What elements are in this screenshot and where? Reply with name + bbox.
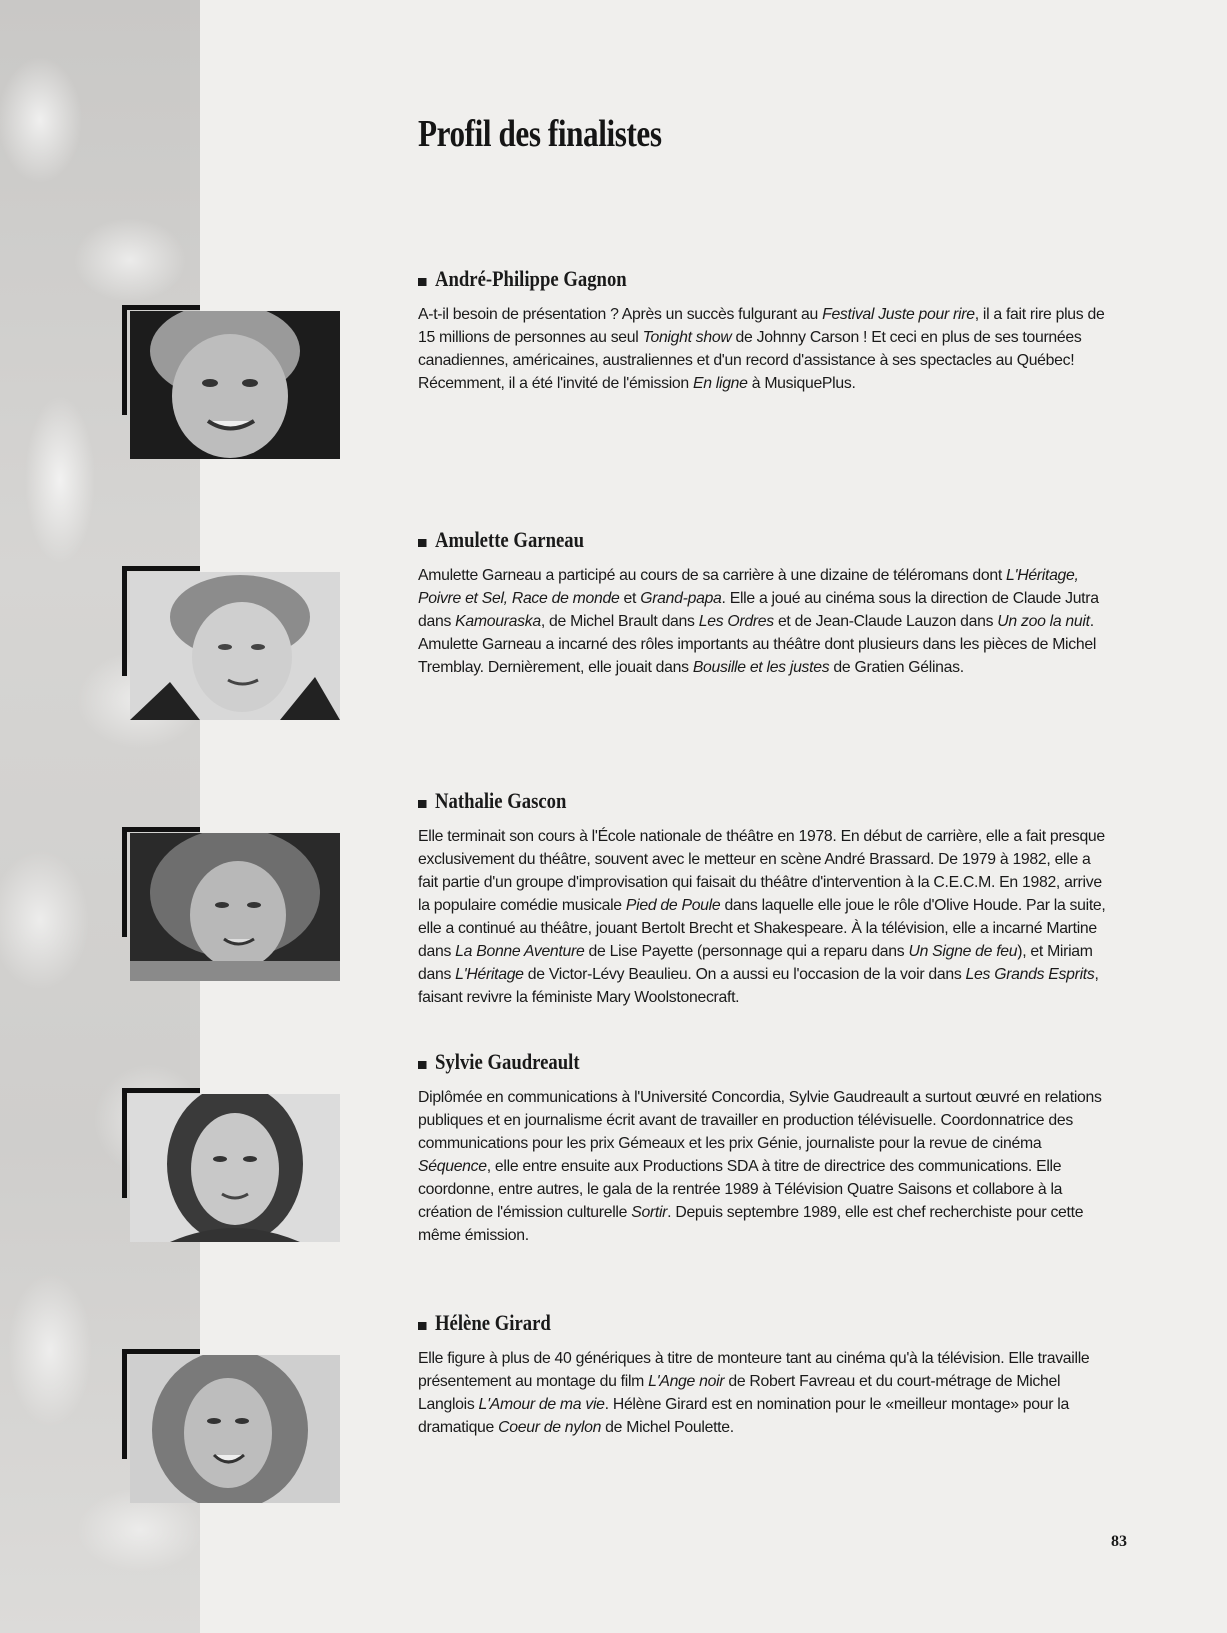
finalist-name: André-Philippe Gagnon xyxy=(418,266,627,292)
page-title: Profil des finalistes xyxy=(418,113,662,155)
finalist-bio xyxy=(418,303,1108,395)
bio-italic-title: Bousille et les justes xyxy=(692,659,830,676)
portrait-image xyxy=(130,1094,340,1242)
bio-text: . Amulette Garneau a incarné des rôles importants au théâtre dont plusieurs dans les pièces de Michel Tremblay. Dernièrement, elle jouait dans xyxy=(418,613,1097,676)
photo-frame-corner xyxy=(122,1349,127,1459)
bio-italic-title: Coeur de nylon xyxy=(498,1419,602,1436)
bio-text: . Depuis septembre 1989, elle est chef recherchiste pour cette même émission. xyxy=(418,1204,1084,1244)
finalist-name: Sylvie Gaudreault xyxy=(418,1049,580,1075)
bio-text: ), et Miriam dans xyxy=(418,943,1093,983)
finalist-name: Nathalie Gascon xyxy=(418,788,566,814)
photo-frame-corner xyxy=(122,1349,200,1354)
bio-italic-title: Kamouraska xyxy=(455,613,541,630)
bio-text: et xyxy=(619,590,641,607)
photo-frame-corner xyxy=(122,305,200,310)
photo-frame-corner xyxy=(122,1088,200,1093)
bullet-icon xyxy=(418,1061,427,1069)
finalist-name: Amulette Garneau xyxy=(418,527,584,553)
bio-text: dans laquelle elle joue le rôle d'Olive Houde. Par la suite, elle a continué au théâtre, jouant Bertolt Brecht et Shakespeare. À la télévision, elle a incarné Martine dans xyxy=(418,897,1106,960)
photo-frame-corner xyxy=(122,566,200,571)
bio-text: de Victor-Lévy Beaulieu. On a aussi eu l'occasion de la voir dans xyxy=(523,966,966,983)
portrait-image xyxy=(130,1355,340,1503)
bio-text: Elle figure à plus de 40 génériques à titre de monteure tant au cinéma qu'à la télévision. Elle travaille présentement au montage du film xyxy=(418,1350,1090,1390)
bio-italic-title: Festival Juste pour rire xyxy=(822,306,975,323)
bullet-icon xyxy=(418,1322,427,1330)
bio-italic-title: L'Ange noir xyxy=(648,1373,725,1390)
portrait-photo xyxy=(122,1349,342,1504)
bio-italic-title: La Bonne Aventure xyxy=(455,943,585,960)
bio-text: , il a fait rire plus de 15 millions de personnes au seul xyxy=(418,306,1105,346)
bio-text: Diplômée en communications à l'Université Concordia, Sylvie Gaudreault a surtout œuvré en relations publiques et en journalisme écrit avant de travailler en production télévisuelle. Coordonnatrice des communications pour les prix Gémeaux et les prix Génie, journaliste pour la revue de cinéma xyxy=(418,1089,1102,1152)
bio-text: . Elle a joué au cinéma sous la direction de Claude Jutra dans xyxy=(418,590,1099,630)
portrait-photo xyxy=(122,566,342,721)
photo-frame-corner xyxy=(122,305,127,415)
bio-text: de Lise Payette (personnage qui a reparu dans xyxy=(584,943,909,960)
bio-italic-title: L'Héritage xyxy=(455,966,524,983)
bio-italic-title: Un zoo la nuit xyxy=(997,613,1090,630)
finalist-bio xyxy=(418,1086,1108,1247)
bio-italic-title: Séquence xyxy=(418,1158,487,1175)
portrait-photo xyxy=(122,305,342,460)
portrait-image xyxy=(130,572,340,720)
finalist-name: Hélène Girard xyxy=(418,1310,551,1336)
portrait-image xyxy=(130,833,340,981)
portrait-photo xyxy=(122,827,342,982)
bio-text: , faisant revivre la féministe Mary Woolstonecraft. xyxy=(418,966,1099,1006)
bio-text: de Johnny Carson ! Et ceci en plus de ses tournées canadiennes, américaines, australiennes et d'un record d'assistance à ses spectacles au Québec! Récemment, il a été l'invité de l'émission xyxy=(418,329,1082,392)
bio-text: de Gratien Gélinas. xyxy=(829,659,964,676)
bio-text: et de Jean-Claude Lauzon dans xyxy=(773,613,998,630)
page-number: 83 xyxy=(1111,1533,1127,1550)
bio-text: , elle entre ensuite aux Productions SDA à titre de directrice des communications. Elle coordonne, entre autres, le gala de la rentrée 1989 à Télévision Quatre Saisons et collabore à la création de l'émission culturelle xyxy=(418,1158,1063,1221)
bio-italic-title: Les Ordres xyxy=(698,613,774,630)
bullet-icon xyxy=(418,278,427,286)
photo-frame-corner xyxy=(122,827,127,937)
bio-italic-title: En ligne xyxy=(692,375,748,392)
bullet-icon xyxy=(418,800,427,808)
bio-text: . Hélène Girard est en nomination pour le «meilleur montage» pour la dramatique xyxy=(418,1396,1069,1436)
bio-italic-title: L'Héritage, Poivre et Sel, Race de monde xyxy=(418,567,1079,607)
bio-text: de Robert Favreau et du court-métrage de Michel Langlois xyxy=(418,1373,1061,1413)
bullet-icon xyxy=(418,539,427,547)
bio-italic-title: Sortir xyxy=(631,1204,668,1221)
bio-italic-title: Pied de Poule xyxy=(625,897,721,914)
bio-text: à MusiquePlus. xyxy=(747,375,856,392)
finalist-bio xyxy=(418,564,1108,679)
finalist-bio xyxy=(418,825,1108,1009)
bio-text: Amulette Garneau a participé au cours de sa carrière à une dizaine de téléromans dont xyxy=(418,567,1007,584)
photo-frame-corner xyxy=(122,827,200,832)
portrait-photo xyxy=(122,1088,342,1243)
bio-italic-title: L'Amour de ma vie xyxy=(478,1396,605,1413)
photo-frame-corner xyxy=(122,1088,127,1198)
bio-italic-title: Grand-papa xyxy=(640,590,722,607)
bio-italic-title: Un Signe de feu xyxy=(908,943,1018,960)
portrait-image xyxy=(130,311,340,459)
bio-text: A-t-il besoin de présentation ? Après un succès fulgurant au xyxy=(418,306,823,323)
bio-italic-title: Les Grands Esprits xyxy=(965,966,1095,983)
bio-text: Elle terminait son cours à l'École nationale de théâtre en 1978. En début de carrière, elle a fait presque exclusivement du théâtre, souvent avec le metteur en scène André Brassard. De 1979 à 1982, elle a fait partie d'un groupe d'improvisation qui faisait du théâtre d'intervention à la C.E.C.M. En 1982, arrive la populaire comédie musicale xyxy=(418,828,1105,914)
finalist-bio xyxy=(418,1347,1108,1439)
bio-text: de Michel Poulette. xyxy=(601,1419,734,1436)
bio-text: , de Michel Brault dans xyxy=(540,613,699,630)
photo-frame-corner xyxy=(122,566,127,676)
bio-italic-title: Tonight show xyxy=(642,329,732,346)
